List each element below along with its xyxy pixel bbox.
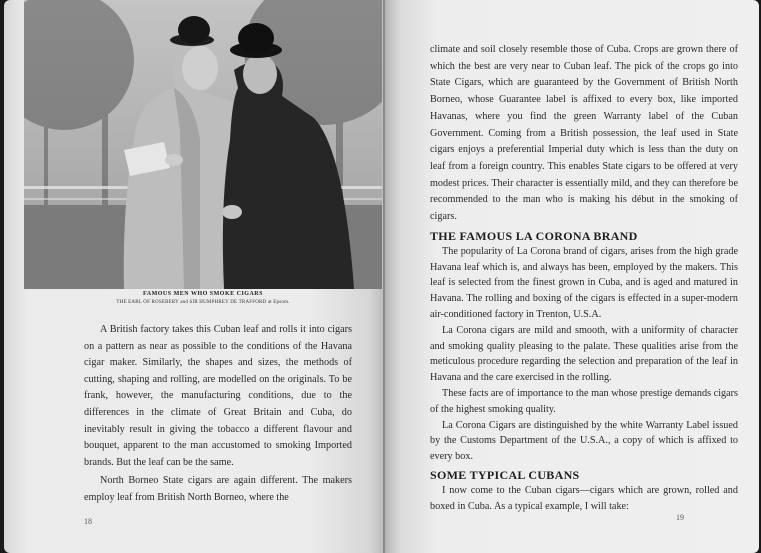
left-page-body <box>84 322 352 507</box>
right-page <box>385 0 759 553</box>
page-number-left: 18 <box>84 517 92 526</box>
right-page-body <box>430 42 738 514</box>
section-heading: SOME TYPICAL CUBANS <box>430 467 580 482</box>
paragraph: I now come to the Cuban cigars—cigars which are grown, rolled and boxed in Cuba. As a typical example, I will take: <box>430 484 738 512</box>
left-page <box>4 0 385 553</box>
paragraph: The popularity of La Corona brand of cigars, arises from the high grade Havana leaf which is, and always has been, employed by the makers. This leaf is selected from the finest grown in Cuba, and is aged and matured in Havana. The rolling and boxing of the cigars is effected in a super-modern air-conditioned factory in Trenton, U.S.A. <box>430 245 738 320</box>
paragraph: A British factory takes this Cuban leaf and rolls it into cigars on a pattern as near as possible to the conditions of the Havana cigar maker. Similarly, the shapes and sizes, the methods of cutting, shaping and rolling, are modelled on the originals. To be frank, however, the manufacturing conditions, due to the differences in the climate of Great Britain and Cuba, do inevitably result in giving the tobacco a different flavour and bouquet, apparent to the man accustomed to smoking Imported brands. But the leaf can be the same. <box>84 324 352 468</box>
page-number-right: 19 <box>676 513 684 522</box>
section-heading: THE FAMOUS LA CORONA BRAND <box>430 228 638 243</box>
paragraph: These facts are of importance to the man whose prestige demands cigars of the highest smoking quality. <box>430 387 738 415</box>
paragraph: La Corona Cigars are distinguished by the white Warranty Label issued by the Customs Department of the U.S.A., a copy of which is affixed to every box. <box>430 419 738 463</box>
paragraph: La Corona cigars are mild and smooth, with a uniformity of character and smoking quality pleasing to the palate. These qualities arise from the meticulous procedure regarding the selection and preparation of the leaf in Havana and the care exercised in the rolling. <box>430 324 738 384</box>
paragraph: climate and soil closely resemble those of Cuba. Crops are grown there of which the best are very near to Cuban leaf. The pick of the crops go into State Cigars, which are guaranteed by the Government of British North Borneo, whose Guarantee label is affixed to every box, like imported Havanas, where you find the green Warranty label of the Cuban Government. Coming from a British possession, the leaf used in State cigars enjoys a preferential Imperial duty which is less than the duty on leaf from a foreign country. This enables State cigars to be offered at very modest prices. Their character is essentially mild, and they can therefore be recommended to the man who is making his début in the smoking of cigars. <box>430 44 738 223</box>
paragraph: North Borneo State cigars are again different. The makers employ leaf from British North Borneo, where the <box>84 475 352 503</box>
photograph <box>24 0 382 289</box>
photo-caption-title: FAMOUS MEN WHO SMOKE CIGARS <box>143 291 263 297</box>
photo-illustration <box>24 0 382 289</box>
photo-caption-subtitle: THE EARL OF ROSEBERY and SIR HUMPHREY DE TRAFFORD at Epsom. <box>116 300 290 305</box>
